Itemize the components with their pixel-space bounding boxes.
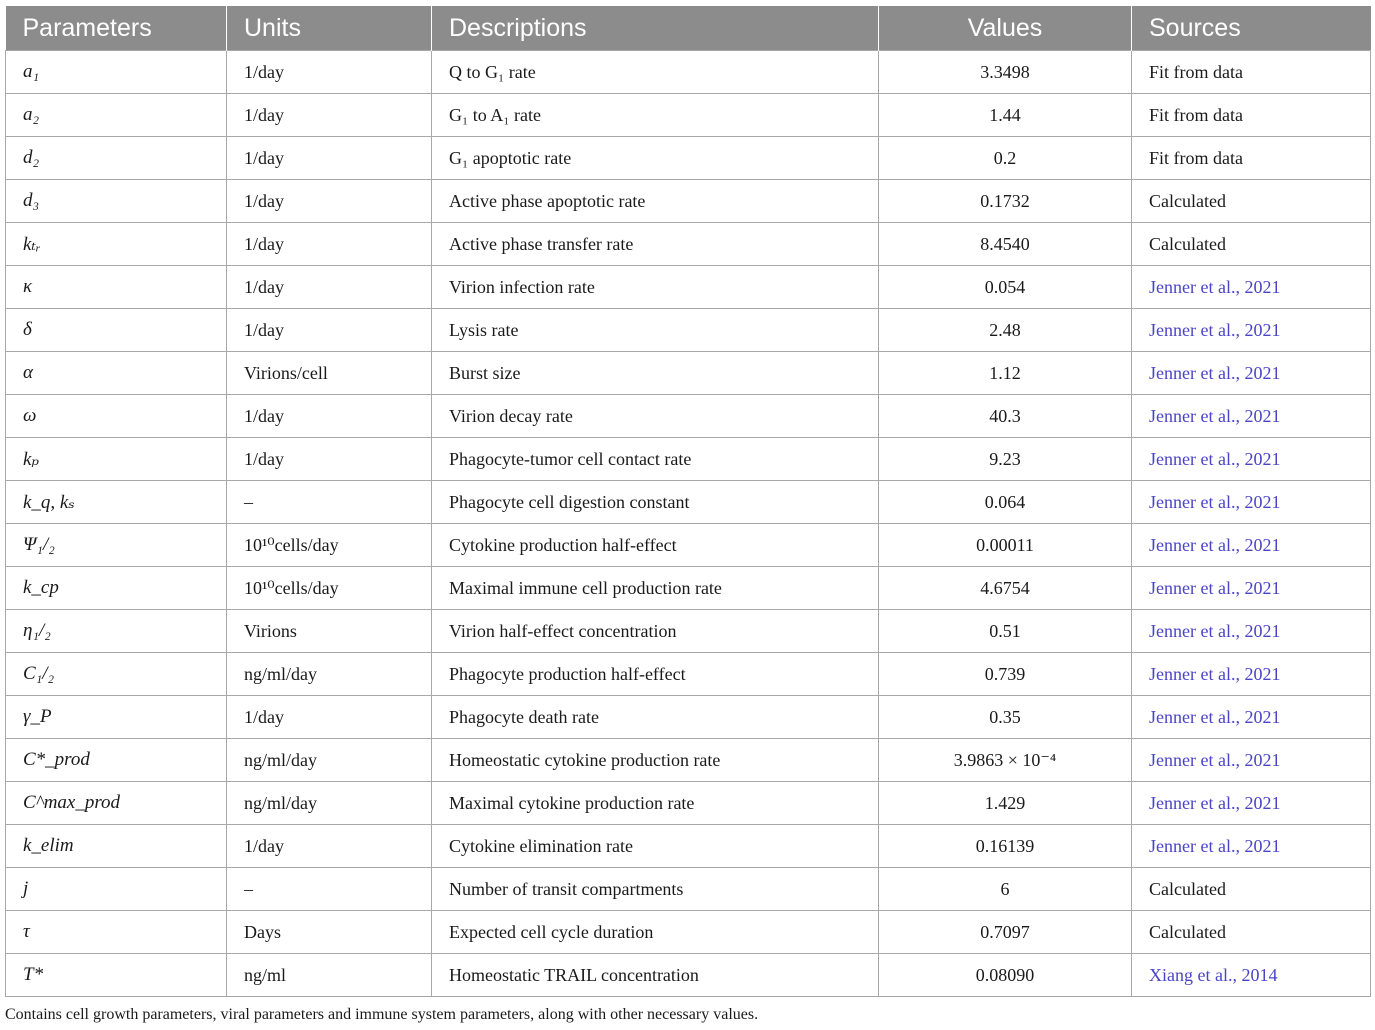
cell-value: 40.3 (879, 395, 1132, 438)
cell-source: Fit from data (1132, 94, 1371, 137)
cell-source (1132, 395, 1371, 438)
table-row (6, 825, 1371, 868)
cell-source: Fit from data (1132, 137, 1371, 180)
source-link[interactable]: Jenner et al., 2021 (1149, 534, 1281, 555)
cell-value: 0.51 (879, 610, 1132, 653)
cell-parameter: α (6, 352, 227, 395)
parameter-table (5, 6, 1371, 997)
cell-unit: ng/ml/day (227, 782, 432, 825)
parameter-table-container (5, 6, 1370, 997)
cell-parameter: η₁/₂ (6, 610, 227, 653)
cell-description: Number of transit compartments (432, 868, 879, 911)
cell-parameter: kₚ (6, 438, 227, 481)
cell-parameter: d₃ (6, 180, 227, 223)
cell-source (1132, 309, 1371, 352)
cell-parameter: T* (6, 954, 227, 997)
cell-source: Fit from data (1132, 51, 1371, 94)
cell-value: 8.4540 (879, 223, 1132, 266)
source-link[interactable]: Jenner et al., 2021 (1149, 663, 1281, 684)
cell-unit: ng/ml (227, 954, 432, 997)
cell-parameter: ω (6, 395, 227, 438)
cell-unit: – (227, 481, 432, 524)
cell-source (1132, 825, 1371, 868)
table-row (6, 481, 1371, 524)
source-link[interactable]: Jenner et al., 2021 (1149, 448, 1281, 469)
cell-parameter: k_q, kₛ (6, 481, 227, 524)
cell-source (1132, 696, 1371, 739)
cell-value: 0.2 (879, 137, 1132, 180)
table-row (6, 610, 1371, 653)
cell-source (1132, 782, 1371, 825)
cell-unit: 10¹⁰cells/day (227, 524, 432, 567)
cell-value: 0.08090 (879, 954, 1132, 997)
cell-source (1132, 567, 1371, 610)
table-row (6, 309, 1371, 352)
cell-value: 0.7097 (879, 911, 1132, 954)
source-link[interactable]: Jenner et al., 2021 (1149, 620, 1281, 641)
cell-description: Phagocyte-tumor cell contact rate (432, 438, 879, 481)
header-parameters: Parameters (6, 6, 227, 51)
table-row (6, 438, 1371, 481)
cell-description: Q to G₁ rate (432, 51, 879, 94)
cell-source (1132, 266, 1371, 309)
cell-parameter: τ (6, 911, 227, 954)
cell-unit: 1/day (227, 438, 432, 481)
cell-value: 0.16139 (879, 825, 1132, 868)
cell-source (1132, 352, 1371, 395)
cell-parameter: kₜᵣ (6, 223, 227, 266)
cell-description: Phagocyte cell digestion constant (432, 481, 879, 524)
header-values: Values (879, 6, 1132, 51)
cell-value: 9.23 (879, 438, 1132, 481)
cell-unit: 1/day (227, 223, 432, 266)
source-link[interactable]: Jenner et al., 2021 (1149, 405, 1281, 426)
cell-unit: 1/day (227, 51, 432, 94)
cell-description: Cytokine elimination rate (432, 825, 879, 868)
cell-parameter: C*_prod (6, 739, 227, 782)
cell-value: 1.429 (879, 782, 1132, 825)
cell-parameter: k_elim (6, 825, 227, 868)
cell-description: Homeostatic cytokine production rate (432, 739, 879, 782)
header-descriptions: Descriptions (432, 6, 879, 51)
cell-unit: Virions (227, 610, 432, 653)
cell-value: 3.3498 (879, 51, 1132, 94)
table-row (6, 653, 1371, 696)
source-link[interactable]: Jenner et al., 2021 (1149, 835, 1281, 856)
cell-source (1132, 954, 1371, 997)
cell-value: 2.48 (879, 309, 1132, 352)
cell-parameter: k_cp (6, 567, 227, 610)
cell-description: Phagocyte death rate (432, 696, 879, 739)
cell-unit: 1/day (227, 180, 432, 223)
cell-source (1132, 524, 1371, 567)
cell-value: 0.1732 (879, 180, 1132, 223)
cell-value: 3.9863 × 10⁻⁴ (879, 739, 1132, 782)
table-row (6, 94, 1371, 137)
cell-value: 6 (879, 868, 1132, 911)
cell-parameter: j (6, 868, 227, 911)
table-header-row (6, 6, 1371, 51)
cell-source: Calculated (1132, 180, 1371, 223)
cell-description: Maximal immune cell production rate (432, 567, 879, 610)
source-link[interactable]: Jenner et al., 2021 (1149, 706, 1281, 727)
cell-parameter: C₁/₂ (6, 653, 227, 696)
table-row (6, 395, 1371, 438)
source-link[interactable]: Xiang et al., 2014 (1149, 964, 1278, 985)
cell-description: Burst size (432, 352, 879, 395)
cell-parameter: δ (6, 309, 227, 352)
cell-description: Lysis rate (432, 309, 879, 352)
cell-value: 0.00011 (879, 524, 1132, 567)
table-row (6, 696, 1371, 739)
header-sources: Sources (1132, 6, 1371, 51)
cell-description: Virion decay rate (432, 395, 879, 438)
cell-parameter: Ψ₁/₂ (6, 524, 227, 567)
table-row (6, 137, 1371, 180)
table-footnote: Contains cell growth parameters, viral parameters and immune system parameters, along with other necessary values. (5, 1006, 759, 1023)
cell-unit: ng/ml/day (227, 739, 432, 782)
cell-description: Phagocyte production half-effect (432, 653, 879, 696)
cell-description: Homeostatic TRAIL concentration (432, 954, 879, 997)
table-row (6, 352, 1371, 395)
cell-source (1132, 438, 1371, 481)
cell-description: Maximal cytokine production rate (432, 782, 879, 825)
cell-parameter: γ_P (6, 696, 227, 739)
cell-value: 0.739 (879, 653, 1132, 696)
cell-value: 1.44 (879, 94, 1132, 137)
cell-unit: 1/day (227, 266, 432, 309)
source-link[interactable]: Jenner et al., 2021 (1149, 362, 1281, 383)
cell-value: 1.12 (879, 352, 1132, 395)
cell-value: 0.35 (879, 696, 1132, 739)
cell-source: Calculated (1132, 223, 1371, 266)
cell-source (1132, 653, 1371, 696)
table-row (6, 223, 1371, 266)
cell-source (1132, 481, 1371, 524)
cell-parameter: C^max_prod (6, 782, 227, 825)
cell-value: 0.064 (879, 481, 1132, 524)
cell-parameter: a₂ (6, 94, 227, 137)
table-row (6, 180, 1371, 223)
source-link[interactable]: Jenner et al., 2021 (1149, 276, 1281, 297)
cell-source: Calculated (1132, 868, 1371, 911)
cell-parameter: d₂ (6, 137, 227, 180)
cell-source (1132, 739, 1371, 782)
table-row (6, 954, 1371, 997)
table-row (6, 868, 1371, 911)
cell-unit: 1/day (227, 825, 432, 868)
table-body (6, 51, 1371, 997)
cell-description: G₁ apoptotic rate (432, 137, 879, 180)
cell-unit: 10¹⁰cells/day (227, 567, 432, 610)
cell-unit: – (227, 868, 432, 911)
source-link[interactable]: Jenner et al., 2021 (1149, 577, 1281, 598)
cell-source: Calculated (1132, 911, 1371, 954)
cell-description: Virion half-effect concentration (432, 610, 879, 653)
cell-description: Active phase transfer rate (432, 223, 879, 266)
header-units: Units (227, 6, 432, 51)
cell-source (1132, 610, 1371, 653)
source-link[interactable]: Jenner et al., 2021 (1149, 749, 1281, 770)
cell-description: Expected cell cycle duration (432, 911, 879, 954)
source-link[interactable]: Jenner et al., 2021 (1149, 491, 1281, 512)
table-row (6, 51, 1371, 94)
cell-description: Virion infection rate (432, 266, 879, 309)
cell-unit: Days (227, 911, 432, 954)
cell-parameter: a₁ (6, 51, 227, 94)
table-row (6, 524, 1371, 567)
table-row (6, 739, 1371, 782)
source-link[interactable]: Jenner et al., 2021 (1149, 792, 1281, 813)
cell-unit: 1/day (227, 309, 432, 352)
cell-unit: 1/day (227, 696, 432, 739)
cell-unit: 1/day (227, 395, 432, 438)
source-link[interactable]: Jenner et al., 2021 (1149, 319, 1281, 340)
table-row (6, 911, 1371, 954)
table-row (6, 266, 1371, 309)
cell-description: Cytokine production half-effect (432, 524, 879, 567)
cell-unit: Virions/cell (227, 352, 432, 395)
cell-value: 4.6754 (879, 567, 1132, 610)
cell-value: 0.054 (879, 266, 1132, 309)
cell-parameter: κ (6, 266, 227, 309)
cell-unit: 1/day (227, 137, 432, 180)
cell-description: G₁ to A₁ rate (432, 94, 879, 137)
cell-unit: ng/ml/day (227, 653, 432, 696)
cell-unit: 1/day (227, 94, 432, 137)
cell-description: Active phase apoptotic rate (432, 180, 879, 223)
table-row (6, 567, 1371, 610)
table-row (6, 782, 1371, 825)
